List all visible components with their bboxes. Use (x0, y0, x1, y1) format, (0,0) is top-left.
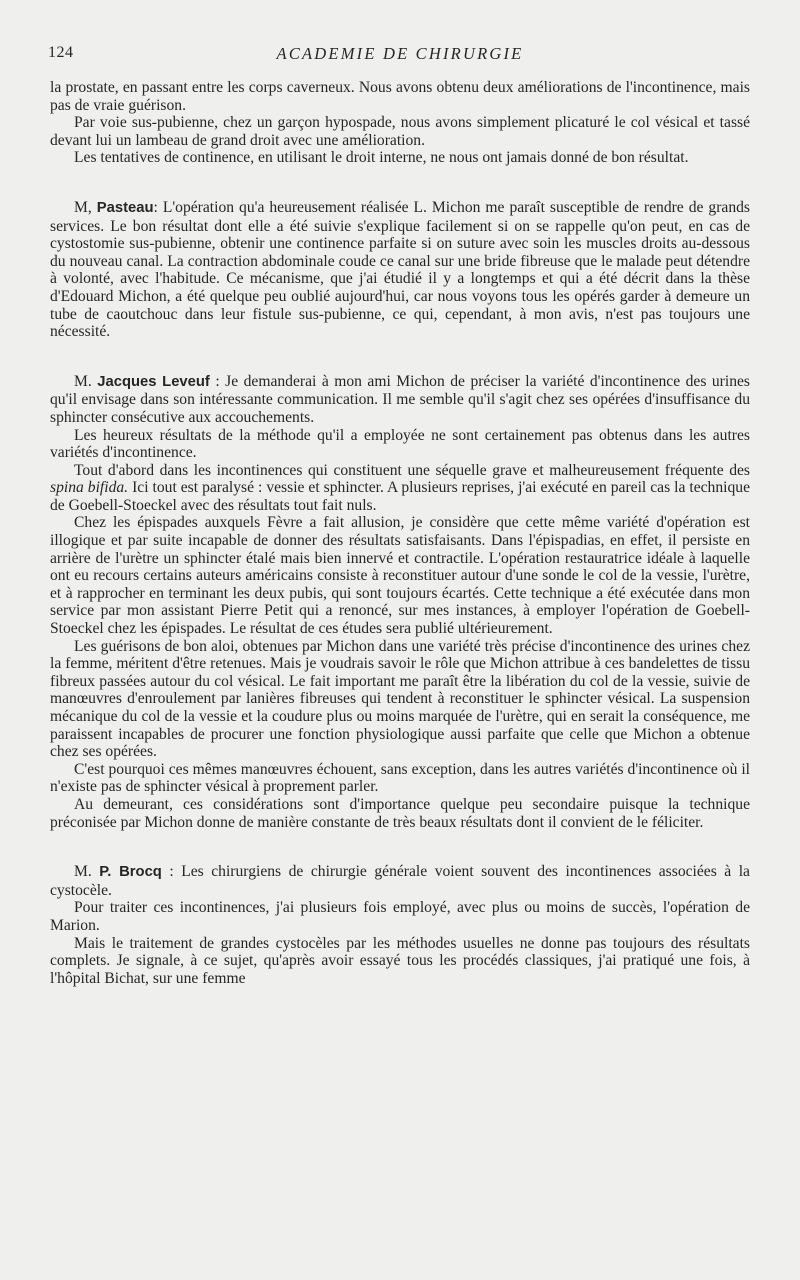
leveuf-paragraph-1 (50, 373, 750, 427)
brocq-text: : Les chirurgiens de chirurgie générale voient souvent des incontinences associées à la cystocèle. (50, 863, 750, 899)
pasteau-paragraph-1 (50, 199, 750, 341)
section-gap (50, 167, 750, 199)
speaker-title: M. (74, 372, 92, 390)
leveuf-p3-end: Ici tout est paralysé : vessie et sphincter. A plusieurs reprises, j'ai exécuté en pareil cas la technique de Goebell-Stoeckel avec des résultats tout fait nuls. (50, 479, 751, 514)
intro-paragraph-3: Les tentatives de continence, en utilisant le droit interne, ne nous ont jamais donné de bon résultat. (74, 149, 689, 167)
page-header (48, 44, 752, 68)
leveuf-p3-start: Tout d'abord dans les incontinences qui constituent une séquelle grave et malheureusement fréquente des (74, 461, 750, 479)
brocq-paragraph-3: Mais le traitement de grandes cystocèles par les méthodes usuelles ne donne pas toujours des résultats complets. Je signale, à ce sujet, qu'après avoir essayé tous les procédés classiques, j'ai pratiqué une fois, à l'hôpital Bichat, sur une femme (50, 934, 750, 987)
leveuf-paragraph-2: Les heureux résultats de la méthode qu'il a employée ne sont certainement pas obtenus dans les autres variétés d'incontinence. (50, 426, 750, 462)
leveuf-paragraph-3 (50, 462, 750, 515)
speaker-title: M, (74, 198, 92, 216)
brocq-paragraph-1 (50, 863, 750, 899)
spina-bifida-term: spina bifida. (50, 479, 129, 497)
pasteau-text: : L'opération qu'a heureusement réalisée L. Michon me paraît susceptible de rendre de grands services. Le bon résultat dont elle a été suivie s'explique facilement si on se rappelle qu'on peut, en cas de cystostomie sus-pubienne, obtenir une continence parfaite si on suture avec soin les muscles droits au-dessous du nouveau canal. La contraction abdominale coude ce canal sur une bride fibreuse que le malade peut détendre à volonté, avec l'habitude. Ce mécanisme, que j'ai étudié il y a longtemps et qui a été décrit dans la thèse d'Edouard Michon, a été quelque peu oublié aujourd'hui, car nous voyons tous les opérés garder à demeure un tube de caoutchouc dans leur fistule sus-pubienne, ce qui, cependant, à mon avis, n'est pas toujours une nécessité. (50, 198, 750, 341)
speaker-title: M. (74, 863, 92, 881)
intro-paragraph-1: la prostate, en passant entre les corps caverneux. Nous avons obtenu deux améliorations de l'incontinence, mais pas de vraie guérison. (50, 79, 750, 114)
brocq-paragraph-2: Pour traiter ces incontinences, j'ai plusieurs fois employé, avec plus ou moins de succès, l'opération de Marion. (50, 899, 750, 934)
leveuf-paragraph-7: Au demeurant, ces considérations sont d'importance quelque peu secondaire puisque la technique préconisée par Michon donne de manière constante de très beaux résultats dont il convient de le féliciter. (50, 795, 750, 831)
speaker-name-brocq: P. Brocq (99, 864, 162, 881)
speaker-name-pasteau: Pasteau (96, 199, 154, 216)
speaker-name-leveuf: Jacques Leveuf (97, 373, 210, 390)
section-gap (50, 341, 750, 373)
page-number: 124 (48, 44, 74, 61)
section-gap (50, 831, 750, 863)
leveuf-paragraph-4: Chez les épispades auxquels Fèvre a fait allusion, je considère que cette même variété d'opération est illogique et par suite incapable de donner des résultats satisfaisants. Dans l'épispadias, en effet, il persiste en arrière de l'urètre un sphincter étalé mais bien innervé et contractile. L'opération restauratrice idéale à laquelle ont eu recours certains auteurs américains consiste à reconstituer autour d'une sonde le col de la vessie, l'urètre, et à rapprocher en terminant les deux pubis, qui sont toujours écartés. Cette technique a été exécutée dans mon service par mon assistant Pierre Petit qui a renoncé, sur mes instances, à employer l'opération de Goebell-Stoeckel chez les épispades. Le résultat de ces études sera publié ultérieurement. (50, 514, 750, 638)
running-title: ACADEMIE DE CHIRURGIE (276, 44, 524, 63)
intro-paragraph-2: Par voie sus-pubienne, chez un garçon hypospade, nous avons simplement plicaturé le col vésical et tassé devant lui un lambeau de grand droit avec une amélioration. (50, 114, 750, 149)
leveuf-paragraph-5: Les guérisons de bon aloi, obtenues par Michon dans une variété très précise d'incontinence des urines chez la femme, méritent d'être retenues. Mais je voudrais savoir le rôle que Michon attribue à ces bandelettes de tissu fibreux passées autour du col vésical. Le fait important me paraît être la libération du col de la vessie, suivie de manœuvres d'enroulement par lanières fibreuses qui tendent à reconstituer le sphincter vésical. La suspension mécanique du col de la vessie et la coudure plus ou moins marquée de l'urètre, qui en serait la conséquence, me paraissent incapables de procurer une fonction physiologique aussi parfaite que celle que Michon a obtenue chez ses opérées. (50, 637, 750, 761)
leveuf-text: : Je demanderai à mon ami Michon de préciser la variété d'incontinence des urines qu'il envisage dans son intéressante communication. Il me semble qu'il s'agit chez ses opérées d'insuffisance du sphincter consécutive aux accouchements. (50, 372, 750, 426)
page-body (50, 79, 750, 987)
leveuf-paragraph-6: C'est pourquoi ces mêmes manœuvres échouent, sans exception, dans les autres variétés d'incontinence où il n'existe pas de sphincter vésical à proprement parler. (50, 760, 750, 796)
